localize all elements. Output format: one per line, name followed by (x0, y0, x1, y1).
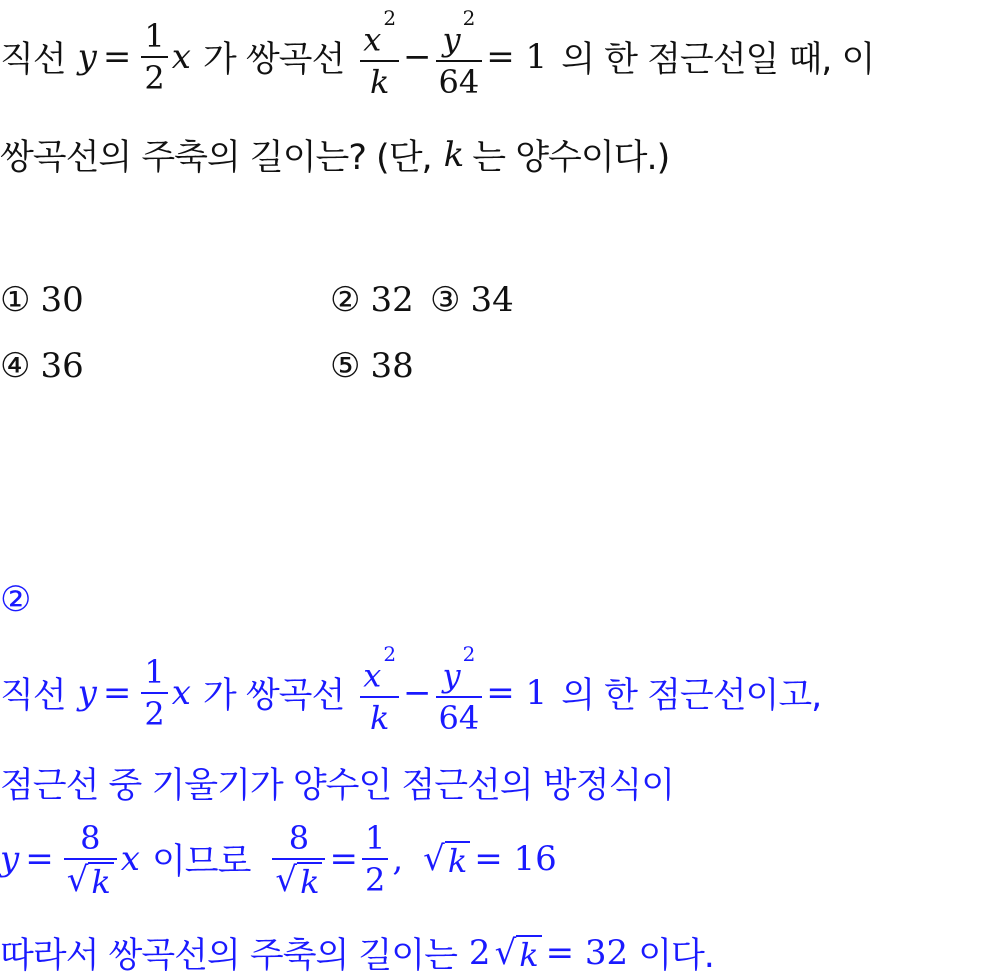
question-line-1 (0, 6, 875, 102)
solution-text: 따라서 쌍곡선의 주축의 길이는 (0, 936, 457, 976)
fraction: $\frac{x^2}{k}$ (360, 12, 399, 102)
math-eq: = 32 (545, 933, 629, 973)
math-op: − (403, 36, 432, 77)
question-text: 는 양수이다.) (472, 138, 670, 178)
fraction: $\frac{y^2}{64}$ (436, 648, 483, 738)
math-comma: , (392, 839, 404, 879)
math-eq: = 1 (486, 36, 548, 77)
fraction: $\frac{1}{2}$ (141, 652, 167, 734)
math-op: = (102, 672, 132, 713)
solution-line-1 (0, 642, 822, 738)
math-eq: = 1 (486, 672, 548, 713)
math-eq: = 16 (474, 839, 557, 879)
choice-4[interactable]: ④ 36 (0, 346, 84, 386)
math-var: y (77, 672, 97, 713)
solution-text: 의 한 점근선이고, (561, 675, 822, 716)
math-var: x (120, 839, 140, 879)
sqrt: √ k (423, 839, 470, 879)
solution-line-4 (0, 928, 714, 978)
choice-5[interactable]: ⑤ 38 (330, 346, 414, 386)
answer-mark: ② (0, 580, 31, 620)
math-var: x (171, 672, 191, 713)
solution-line-3 (0, 818, 557, 900)
math-op: = (102, 36, 132, 77)
sqrt: √ k (495, 933, 542, 973)
question-text: 직선 (0, 39, 66, 80)
choice-1[interactable]: ① 30 (0, 280, 84, 320)
solution-text: 이다. (638, 936, 714, 976)
fraction: 8 √ k (272, 818, 325, 900)
fraction: $\frac{1}{2}$ (362, 818, 388, 900)
solution-text: 이므로 (151, 842, 251, 882)
fraction: $\frac{y^2}{64}$ (436, 12, 483, 102)
solution-line-2 (0, 758, 674, 808)
fraction: $\frac{1}{2}$ (141, 16, 167, 98)
math-var: x (171, 36, 191, 77)
math-op: = (329, 839, 358, 879)
fraction: 8 √ k (64, 818, 117, 900)
question-text: 쌍곡선의 주축의 길이는? (단, (0, 138, 432, 178)
sqrt: √ k (275, 860, 322, 900)
fraction: $\frac{x^2}{k}$ (360, 648, 399, 738)
question-line-2 (0, 130, 669, 180)
choice-2[interactable]: ② 32 (330, 280, 414, 320)
choice-3[interactable]: ③ 34 (430, 280, 514, 320)
solution-text: 점근선 중 기울기가 양수인 점근선의 방정식이 (0, 766, 675, 806)
solution-text: 가 쌍곡선 (202, 675, 345, 716)
math-var: k (443, 135, 465, 175)
math-op: = (25, 839, 54, 879)
math-var: y (77, 36, 97, 77)
question-text: 의 한 점근선일 때, 이 (561, 39, 875, 80)
math-var: y (0, 839, 20, 879)
sqrt: √ k (67, 860, 114, 900)
solution-text: 직선 (0, 675, 66, 716)
question-text: 가 쌍곡선 (202, 39, 345, 80)
math-op: − (403, 672, 432, 713)
math-num: 2 (468, 933, 491, 973)
